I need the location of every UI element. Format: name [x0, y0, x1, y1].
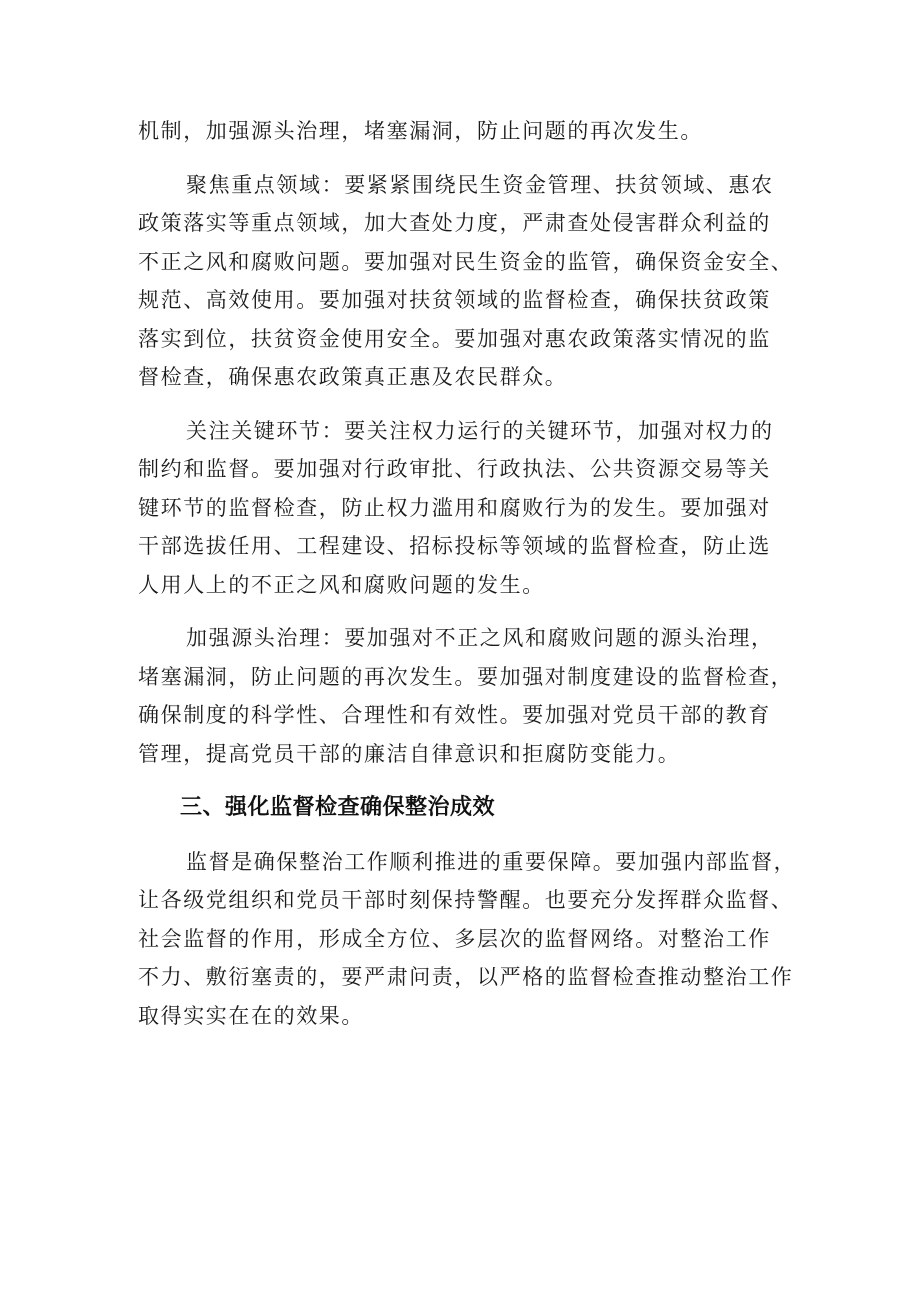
paragraph-continuation	[138, 112, 798, 151]
paragraph-line: 政策落实等重点领域，加大查处力度，严肃查处侵害群众利益的	[138, 211, 771, 235]
paragraph-key-areas	[138, 166, 798, 397]
paragraph-line: 键环节的监督检查，防止权力滥用和腐败行为的发生。要加强对	[138, 495, 771, 520]
paragraph-line: 确保制度的科学性、合理性和有效性。要加强对党员干部的教育	[138, 703, 771, 727]
paragraph-line: 规范、高效使用。要加强对扶贫领域的监督检查，确保扶贫政策	[138, 288, 771, 312]
paragraph-line: 让各级党组织和党员干部时刻保持警醒。也要充分发挥群众监督、	[138, 888, 794, 912]
paragraph-line: 制约和监督。要加强对行政审批、行政执法、公共资源交易等关	[138, 457, 771, 481]
paragraph-key-links	[138, 412, 798, 605]
paragraph-line: 管理，提高党员干部的廉洁自律意识和拒腐防变能力。	[138, 741, 681, 766]
paragraph-line: 关注关键环节：要关注权力运行的关键环节，加强对权力的	[186, 418, 774, 443]
paragraph-line: 机制，加强源头治理，堵塞漏洞，防止问题的再次发生。	[138, 119, 703, 143]
paragraph-line: 社会监督的作用，形成全方位、多层次的监督网络。对整治工作	[138, 926, 771, 951]
document-page	[138, 112, 798, 1035]
paragraph-line: 监督是确保整治工作顺利推进的重要保障。要加强内部监督，	[186, 849, 797, 874]
paragraph-line: 不力、敷衍塞责的，要严肃问责，以严格的监督检查推动整治工作	[138, 965, 794, 989]
section-heading: 三、强化监督检查确保整治成效	[180, 795, 496, 820]
paragraph-supervision	[138, 843, 798, 1036]
paragraph-line: 加强源头治理：要加强对不正之风和腐败问题的源头治理，	[186, 626, 774, 650]
paragraph-line: 不正之风和腐败问题。要加强对民生资金的监管，确保资金安全、	[138, 249, 794, 274]
paragraph-line: 取得实实在在的效果。	[138, 1003, 364, 1028]
paragraph-line: 干部选拔任用、工程建设、招标投标等领域的监督检查，防止选	[138, 534, 771, 558]
paragraph-line: 落实到位，扶贫资金使用安全。要加强对惠农政策落实情况的监	[138, 326, 771, 351]
paragraph-line: 督检查，确保惠农政策真正惠及农民群众。	[138, 365, 568, 389]
paragraph-source-governance	[138, 619, 798, 773]
paragraph-line: 聚焦重点领域：要紧紧围绕民生资金管理、扶贫领域、惠农	[186, 172, 774, 197]
paragraph-line: 人用人上的不正之风和腐败问题的发生。	[138, 572, 545, 597]
paragraph-line: 堵塞漏洞，防止问题的再次发生。要加强对制度建设的监督检查，	[138, 664, 794, 689]
